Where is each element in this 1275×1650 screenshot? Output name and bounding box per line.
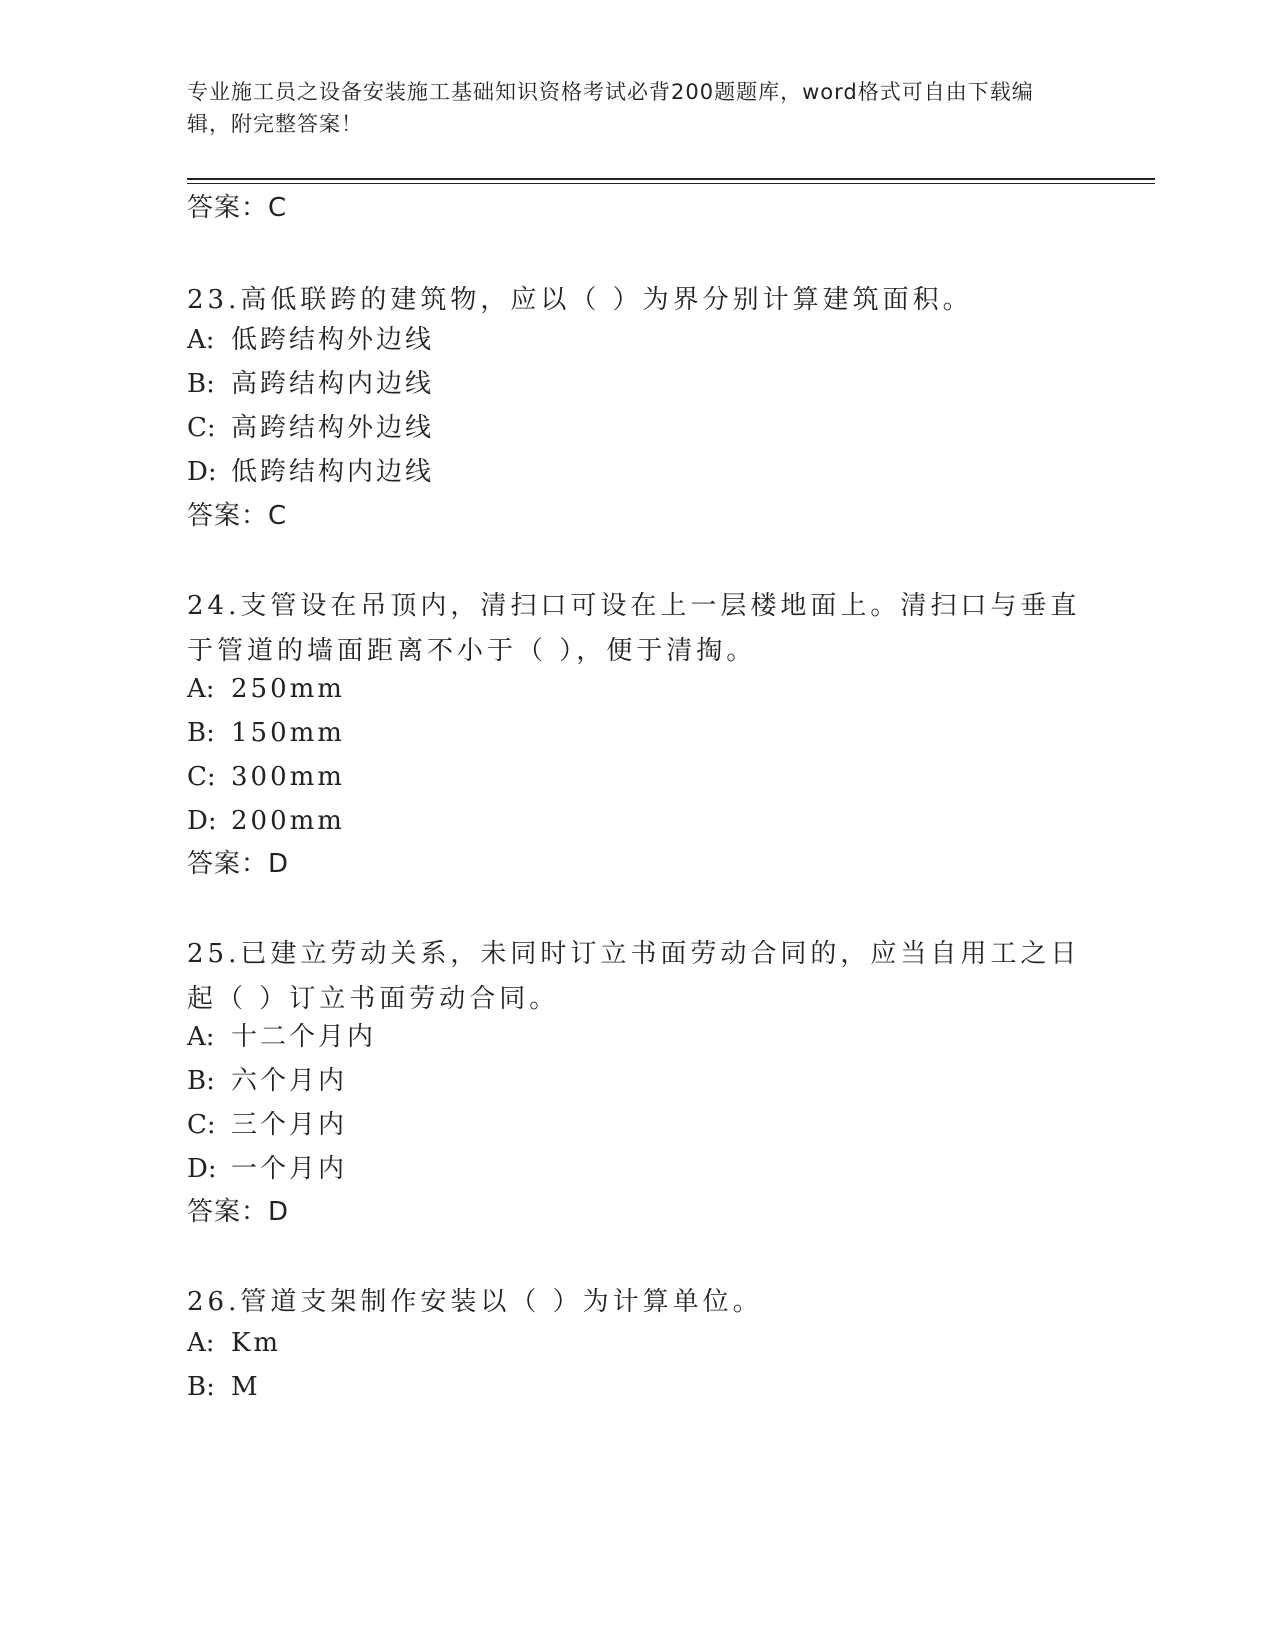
option-text: 三个月内 xyxy=(231,1110,348,1140)
question-23-option-a xyxy=(187,322,434,358)
option-letter: C: xyxy=(187,413,216,443)
option-text: 300mm xyxy=(231,762,345,792)
question-23-option-c xyxy=(187,410,434,446)
question-25-option-b xyxy=(187,1063,347,1099)
option-text: 十二个月内 xyxy=(231,1022,377,1052)
answer-prev: 答案：C xyxy=(187,193,288,223)
option-text: 一个月内 xyxy=(231,1154,348,1184)
question-24-option-d xyxy=(187,803,345,839)
option-text: 150mm xyxy=(231,718,345,748)
option-letter: A: xyxy=(187,325,215,355)
question-23-option-d xyxy=(187,454,434,490)
option-text: 200mm xyxy=(231,806,345,836)
option-text: Km xyxy=(231,1328,282,1358)
option-letter: A: xyxy=(187,1022,215,1052)
option-text: M xyxy=(231,1372,261,1402)
question-25-option-a xyxy=(187,1019,376,1055)
option-text: 高跨结构外边线 xyxy=(231,413,435,443)
option-letter: B: xyxy=(187,369,215,399)
question-25-option-c xyxy=(187,1107,347,1143)
option-letter: D: xyxy=(187,806,217,836)
question-24-option-b xyxy=(187,715,345,751)
option-letter: A: xyxy=(187,1328,215,1358)
option-letter: C: xyxy=(187,1110,216,1140)
question-24-stem: 24.支管设在吊顶内，清扫口可设在上一层楼地面上。清扫口与垂直于管道的墙面距离不小于（ ），便于清掏。 xyxy=(187,591,1081,666)
question-26-option-b xyxy=(187,1369,261,1405)
header-rule-thick xyxy=(187,178,1155,180)
option-text: 高跨结构内边线 xyxy=(231,369,435,399)
option-text: 低跨结构外边线 xyxy=(231,325,435,355)
option-text: 低跨结构内边线 xyxy=(231,457,435,487)
question-23-answer: 答案：C xyxy=(187,501,288,531)
header-rule-thin xyxy=(187,183,1155,184)
option-letter: B: xyxy=(187,1372,215,1402)
question-23-stem: 23.高低联跨的建筑物，应以（ ）为界分别计算建筑面积。 xyxy=(187,285,973,315)
option-letter: D: xyxy=(187,457,217,487)
question-25-stem: 25.已建立劳动关系，未同时订立书面劳动合同的，应当自用工之日起（ ）订立书面劳动合同。 xyxy=(187,939,1081,1014)
document-header: 专业施工员之设备安装施工基础知识资格考试必背200题题库，word格式可自由下载编辑，附完整答案！ xyxy=(187,80,1034,136)
option-letter: D: xyxy=(187,1154,217,1184)
option-letter: C: xyxy=(187,762,216,792)
question-25-answer: 答案：D xyxy=(187,1197,290,1227)
option-letter: B: xyxy=(187,718,215,748)
question-24-option-a xyxy=(187,671,345,707)
question-26-option-a xyxy=(187,1325,281,1361)
option-text: 250mm xyxy=(231,674,345,704)
question-24-option-c xyxy=(187,759,345,795)
question-25-option-d xyxy=(187,1151,347,1187)
option-letter: B: xyxy=(187,1066,215,1096)
question-23-option-b xyxy=(187,366,434,402)
question-24-answer: 答案：D xyxy=(187,849,290,879)
option-text: 六个月内 xyxy=(231,1066,348,1096)
option-letter: A: xyxy=(187,674,215,704)
question-26-stem: 26.管道支架制作安装以（ ）为计算单位。 xyxy=(187,1287,763,1317)
